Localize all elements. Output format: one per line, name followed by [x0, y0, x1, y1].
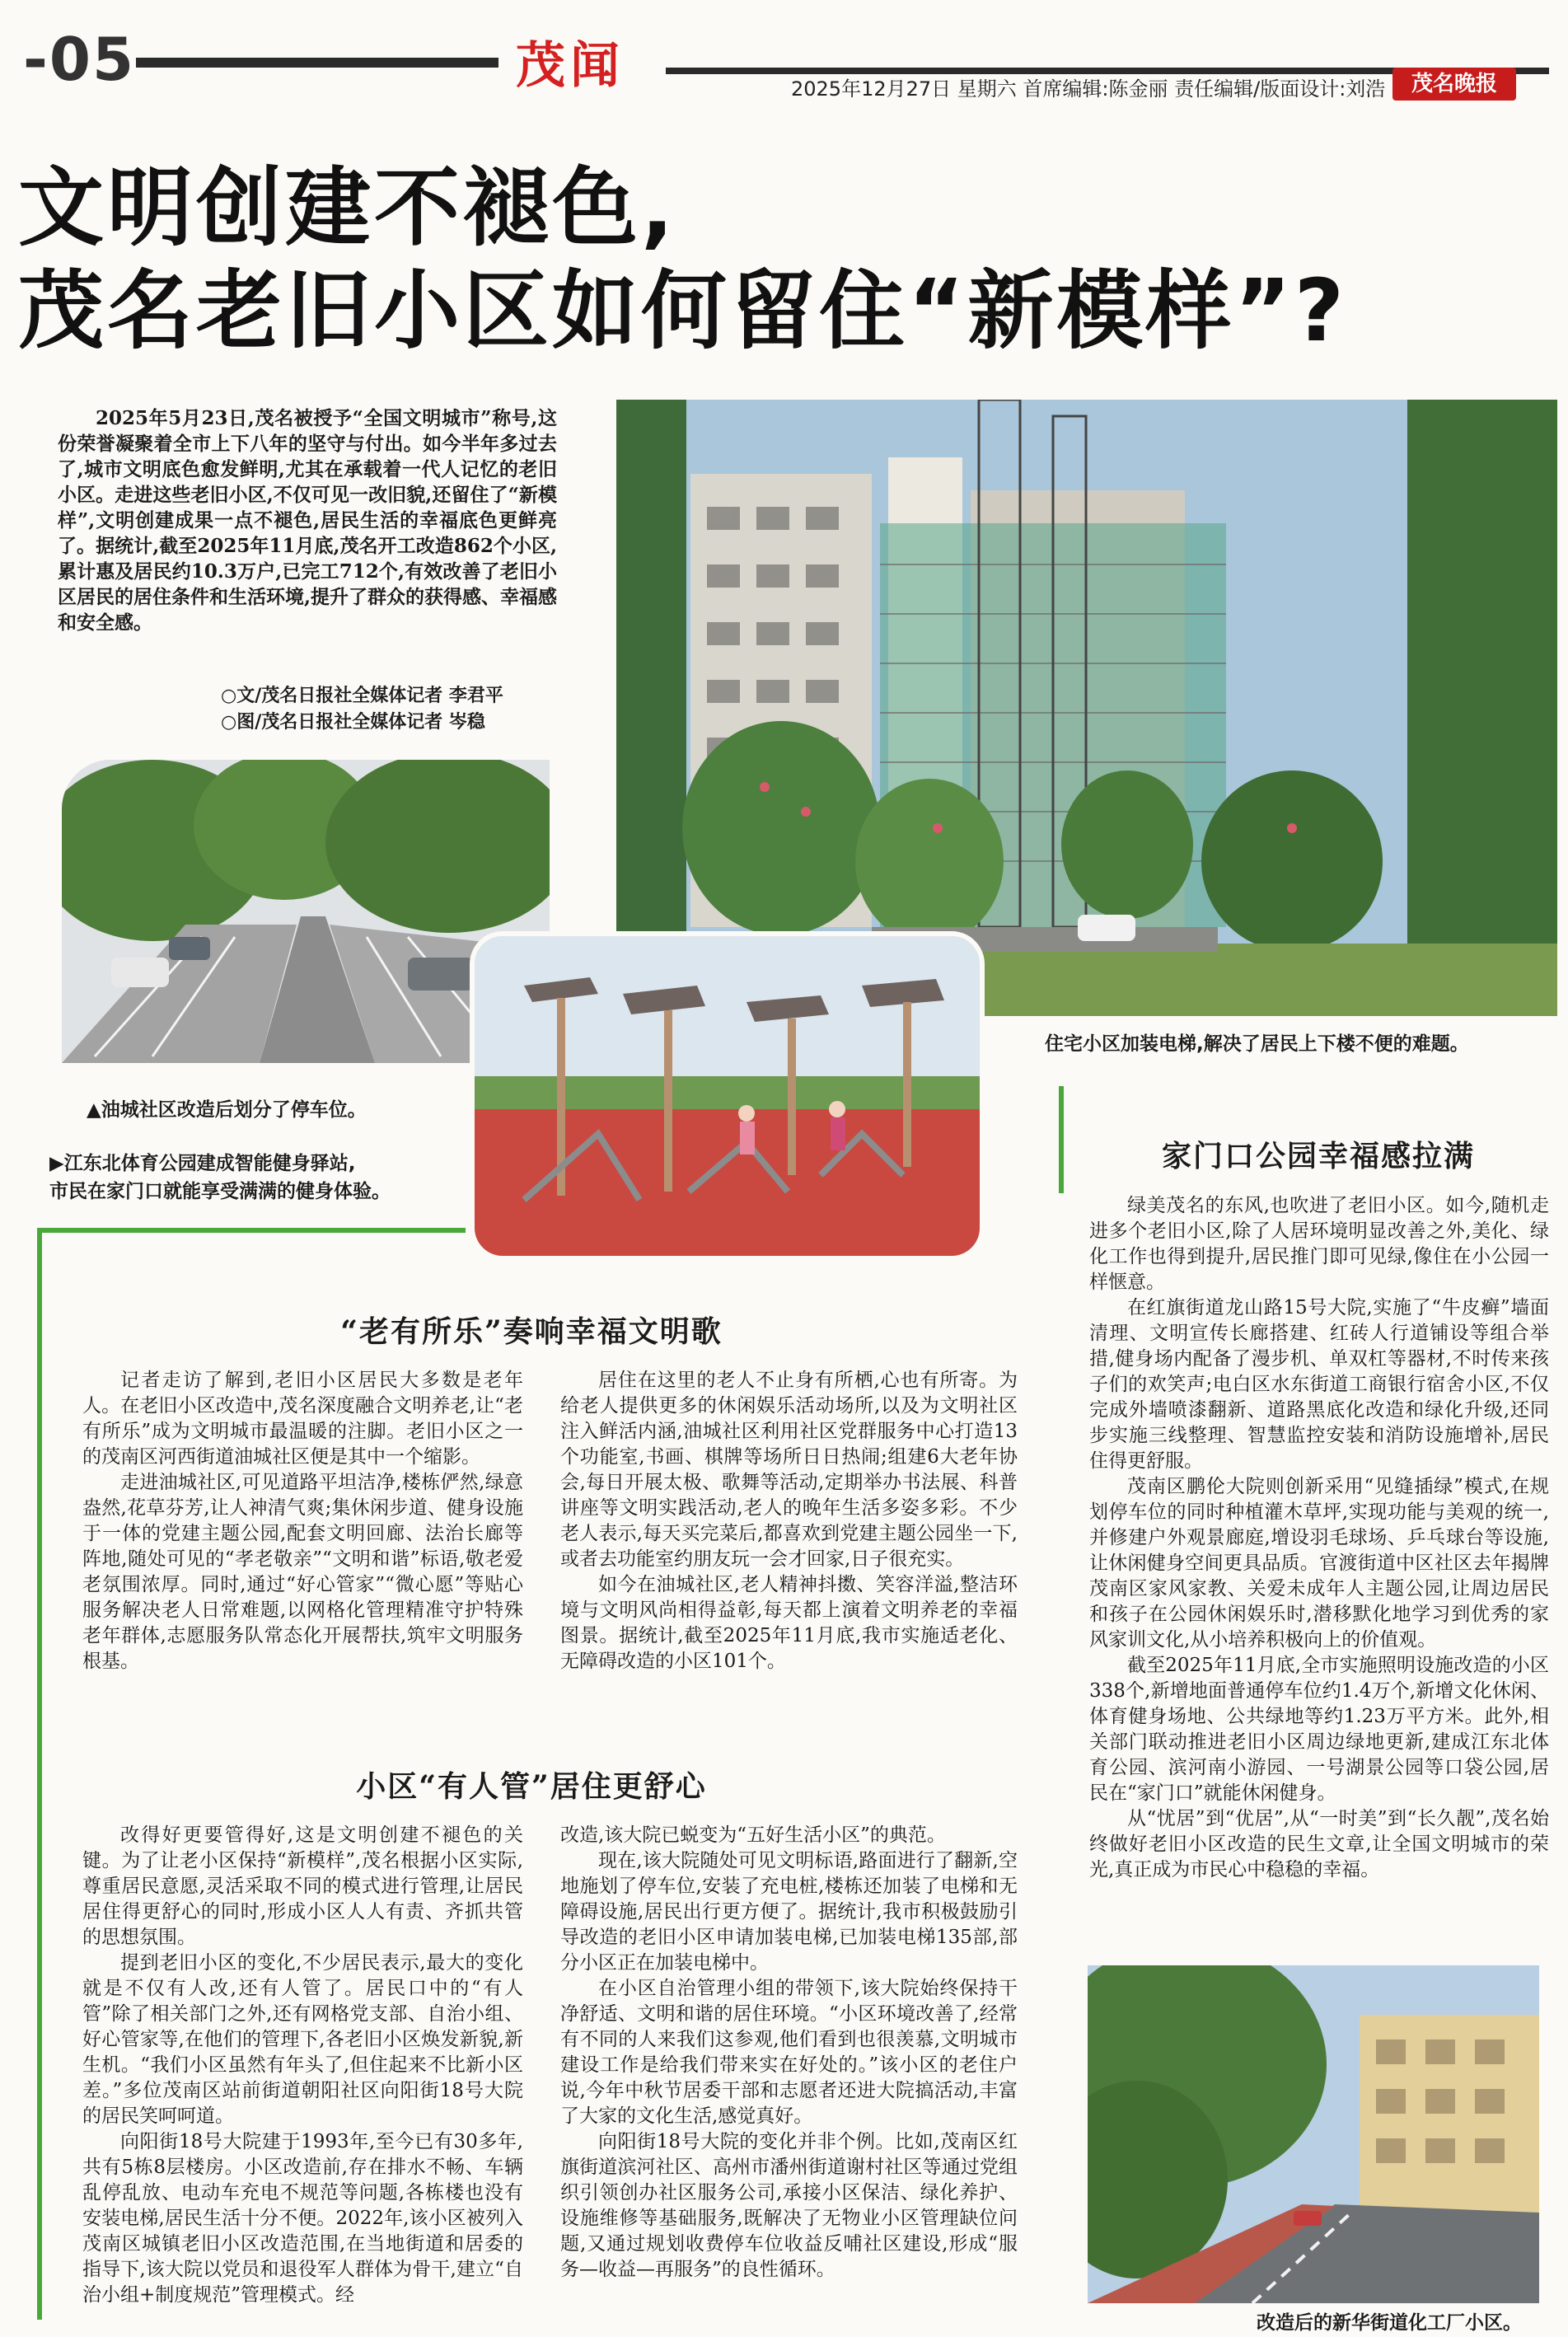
writer-credit: ○文/茂名日报社全媒体记者 李君平: [221, 685, 503, 706]
credits: [221, 682, 503, 735]
article-paragraph: 提到老旧小区的变化,不少居民表示,最大的变化就是不仅有人改,还有人管了。居民口中的“有人管”除了相关部门之外,还有网格党支部、自治小组、好心管家等,在他们的管理下,各老旧小区焕发新貌,新生机。“我们小区虽然有年头了,但住起来不比新小区差。”多位茂南区站前街道朝阳社区向阳街18号大院的居民笑呵呵道。: [82, 1952, 523, 2127]
gym-caption-line-1: ▶江东北体育公园建成智能健身驿站,: [49, 1153, 356, 1174]
main-photo: [616, 400, 1557, 1016]
paper-logo: 茂名晚报: [1392, 68, 1516, 101]
section-3-title: 家门口公园幸福感拉满: [1161, 1139, 1475, 1173]
article-paragraph: 居住在这里的老人不止身有所栖,心也有所寄。为给老人提供更多的休闲娱乐活动场所,以及为文明社区注入鲜活内涵,油城社区利用社区党群服务中心打造13个功能室,书画、棋牌等场所日日热闹;组建6大老年协会,每日开展太极、歌舞等活动,定期举办书法展、科普讲座等文明实践活动,老人的晚年生活多姿多彩。不少老人表示,每天买完菜后,都喜欢到党建主题公园坐一下,或者去功能室约朋友玩一会才回家,日子很充实。: [560, 1370, 1018, 1570]
section-3-column: [1089, 1193, 1549, 1883]
section-frame-top: [37, 1228, 466, 1233]
article-paragraph: 现在,该大院随处可见文明标语,路面进行了翻新,空地施划了停车位,安装了充电桩,楼栋还加装了电梯和无障碍设施,居民出行更方便了。据统计,我市积极鼓励引导改造的老旧小区申请加装电梯,已加装电梯135部,部分小区正在加装电梯中。: [560, 1850, 1018, 1974]
section-1-title: “老有所乐”奏响幸福文明歌: [340, 1314, 723, 1349]
article-paragraph: 绿美茂名的东风,也吹进了老旧小区。如今,随机走进多个老旧小区,除了人居环境明显改善之外,美化、绿化工作也得到提升,居民推门即可见绿,像住在小公园一样惬意。: [1089, 1195, 1549, 1293]
road-photo-caption: ▲油城社区改造后划分了停车位。: [87, 1099, 367, 1121]
section-1-column-2: [560, 1368, 1018, 1674]
main-photo-illustration: [616, 400, 1557, 1016]
article-paragraph: 记者走访了解到,老旧小区居民大多数是老年人。在老旧小区改造中,茂名深度融合文明养老,让“老有所乐”成为文明城市最温暖的注脚。老旧小区之一的茂南区河西街道油城社区便是其中一个缩影。: [82, 1370, 523, 1468]
section-2-column-2: [560, 1823, 1018, 2283]
photographer-credit: ○图/茂名日报社全媒体记者 岑稳: [221, 711, 485, 733]
gym-photo: [470, 931, 985, 1261]
article-paragraph: 从“忧居”到“优居”,从“一时美”到“长久靓”,茂名始终做好老旧小区改造的民生文章,让全国文明城市的荣光,真正成为市民心中稳稳的幸福。: [1089, 1808, 1549, 1880]
masthead-rule-left: [136, 58, 498, 68]
gym-photo-caption: [49, 1150, 391, 1206]
section-frame-right: [1059, 1086, 1064, 1193]
article-paragraph: 在红旗街道龙山路15号大院,实施了“牛皮癣”墙面清理、文明宣传长廊搭建、红砖人行道铺设等组合举措,健身场内配备了漫步机、单双杠等器材,不时传来孩子们的欢笑声;电白区水东街道工商银行宿舍小区,不仅完成外墙喷漆翻新、道路黑底化改造和绿化升级,还同步实施三线整理、智慧监控安装和消防设施增补,居民住得更舒服。: [1089, 1297, 1549, 1472]
article-paragraph: 改得好更要管得好,这是文明创建不褪色的关键。为了让老小区保持“新模样”,茂名根据小区实际,尊重居民意愿,灵活采取不同的模式进行管理,让居民居住得更舒心的同时,形成小区人人有责、齐抓共管的思想氛围。: [82, 1824, 523, 1948]
column-name: 茂闻: [516, 37, 625, 95]
gym-caption-line-2: 市民在家门口就能享受满满的健身体验。: [49, 1181, 391, 1202]
section-2-title: 小区“有人管”居住更舒心: [356, 1769, 707, 1804]
article-paragraph: 在小区自治管理小组的带领下,该大院始终保持干净舒适、文明和谐的居住环境。“小区环境改善了,经常有不同的人来我们这参观,他们看到也很羡慕,文明城市建设工作是给我们带来实在好处的。”该小区的老住户说,今年中秋节居委干部和志愿者还进大院搞活动,丰富了大家的文化生活,感觉真好。: [560, 1978, 1018, 2127]
page-number: -05: [23, 25, 136, 94]
dateline: 2025年12月27日 星期六 首席编辑:陈金丽 责任编辑/版面设计:刘浩: [791, 77, 1386, 101]
section-2-column-1: [82, 1823, 523, 2308]
gym-photo-illustration: [475, 936, 980, 1256]
main-photo-caption: 住宅小区加装电梯,解决了居民上下楼不便的难题。: [1045, 1033, 1469, 1055]
headline-line-1: 文明创建不褪色,: [18, 157, 677, 258]
section-frame-left: [37, 1228, 42, 2320]
article-paragraph: 向阳街18号大院的变化并非个例。比如,茂南区红旗街道滨河社区、高州市潘州街道谢村社区等通过党组织引领创办社区服务公司,承接小区保洁、绿化养护、设施维修等基础服务,既解决了无物业小区管理缺位问题,又通过规划收费停车位收益反哺社区建设,形成“服务—收益—再服务”的良性循环。: [560, 2131, 1018, 2280]
section-1-column-1: [82, 1368, 523, 1674]
headline-line-2: 茂名老旧小区如何留住“新模样”?: [18, 260, 1348, 361]
street-photo-illustration: [1088, 1965, 1539, 2303]
article-paragraph: 向阳街18号大院建于1993年,至今已有30多年,共有5栋8层楼房。小区改造前,存在排水不畅、车辆乱停乱放、电动车充电不规范等问题,各栋楼也没有安装电梯,居民生活十分不便。2022年,该小区被列入茂南区城镇老旧小区改造范围,在当地街道和居委的指导下,该大院以党员和退役军人群体为骨干,建立“自治小组+制度规范”管理模式。经: [82, 2131, 523, 2306]
street-photo: [1088, 1965, 1539, 2303]
article-paragraph: 改造,该大院已蜕变为“五好生活小区”的典范。: [560, 1824, 946, 1846]
street-photo-caption: 改造后的新华街道化工厂小区。: [1257, 2312, 1522, 2334]
headline: [18, 157, 1347, 363]
article-paragraph: 截至2025年11月底,全市实施照明设施改造的小区338个,新增地面普通停车位约1.4万个,新增文化休闲、体育健身场地、公共绿地等约1.23万平方米。此外,相关部门联动推进老旧小区周边绿地更新,建成江东北体育公园、滨河南小游园、一号湖景公园等口袋公园,居民在“家门口”就能休闲健身。: [1089, 1655, 1549, 1804]
article-paragraph: 走进油城社区,可见道路平坦洁净,楼栋俨然,绿意盎然,花草芬芳,让人神清气爽;集休闲步道、健身设施于一体的党建主题公园,配套文明回廊、法治长廊等阵地,随处可见的“孝老敬亲”“文明和谐”标语,敬老爱老氛围浓厚。同时,通过“好心管家”“微心愿”等贴心服务解决老人日常难题,以网格化管理精准守护特殊老年群体,志愿服务队常态化开展帮扶,筑牢文明服务根基。: [82, 1472, 523, 1672]
article-paragraph: 茂南区鹏伦大院则创新采用“见缝插绿”模式,在规划停车位的同时种植灌木草坪,实现功能与美观的统一,并修建户外观景廊庭,增设羽毛球场、乒乓球台等设施,让休闲健身空间更具品质。官渡街道中区社区去年揭牌茂南区家风家教、关爱未成年人主题公园,让周边居民和孩子在公园休闲娱乐时,潜移默化地学习到优秀的家风家训文化,从小培养积极向上的价值观。: [1089, 1476, 1549, 1651]
article-paragraph: 如今在油城社区,老人精神抖擞、笑容洋溢,整洁环境与文明风尚相得益彰,每天都上演着文明养老的幸福图景。据统计,截至2025年11月底,我市实施适老化、无障碍改造的小区101个。: [560, 1574, 1018, 1672]
lead-paragraph: 2025年5月23日,茂名被授予“全国文明城市”称号,这份荣誉凝聚着全市上下八年的坚守与付出。如今半年多过去了,城市文明底色愈发鲜明,尤其在承载着一代人记忆的老旧小区。走进这些老旧小区,不仅可见一改旧貌,还留住了“新模样”,文明创建成果一点不褪色,居民生活的幸福底色更鲜亮了。据统计,截至2025年11月底,茂名开工改造862个小区,累计惠及居民约10.3万户,已完工712个,有效改善了老旧小区居民的居住条件和生活环境,提升了群众的获得感、幸福感和安全感。: [58, 407, 558, 634]
